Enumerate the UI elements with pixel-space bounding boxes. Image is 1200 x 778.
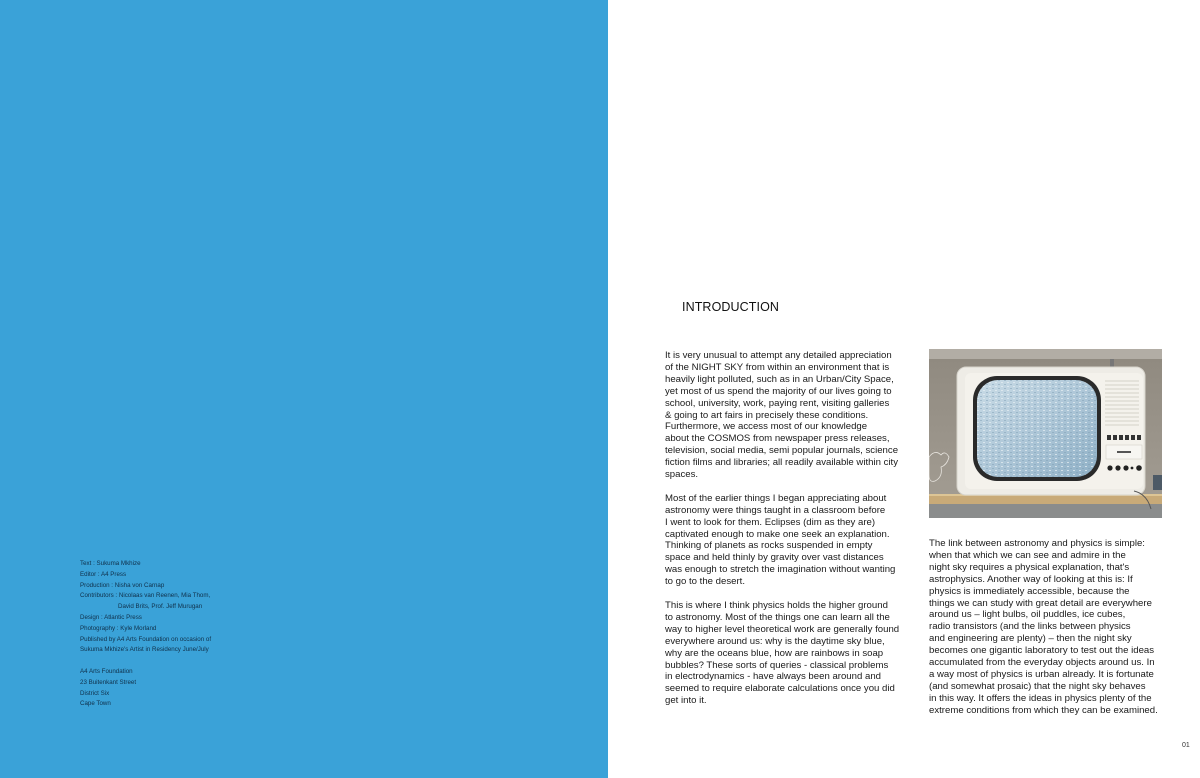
article-right-column [929, 538, 1169, 728]
text-line: The link between astronomy and physics is simple: [929, 538, 1145, 549]
text-line: night sky requires a physical explanation, that's [929, 561, 1130, 573]
text-line: things we can study with great detail are everywhere [929, 597, 1152, 609]
text-line: captivated enough to make one seek an explanation. [665, 528, 890, 540]
text-line: bubbles? These sorts of queries - classical problems [665, 659, 889, 671]
article-heading: INTRODUCTION [682, 300, 780, 314]
text-line: space and held thinly by gravity over vast distances [665, 552, 884, 564]
text-line: get into it. [665, 695, 707, 707]
colophon-line: Sukuma Mkhize's Artist in Residency June/July [80, 646, 209, 654]
text-line: everywhere around us: why is the daytime sky blue, [665, 635, 885, 647]
text-line: becomes one gigantic laboratory to test out the ideas [929, 645, 1155, 657]
colophon-line: Production : Nisha von Carnap [80, 581, 165, 589]
paragraph [665, 600, 905, 707]
text-line: heavily light polluted, such as in an Urban/City Space, [665, 373, 894, 385]
address-line: Cape Town [80, 700, 111, 708]
text-line: why are the oceans blue, how are rainbows in soap [665, 647, 884, 659]
text-line: I went to look for them. Eclipses (dim as they are) [665, 516, 876, 528]
text-line: astrophysics. Another way of looking at this is: If [929, 573, 1133, 585]
text-line: Thinking of planets as rocks suspended in empty [665, 540, 873, 552]
colophon-line: Published by A4 Arts Foundation on occasion of [80, 635, 212, 643]
text-line: It is very unusual to attempt any detailed appreciation [665, 350, 892, 361]
text-line: seemed to require elaborate calculations once you did [665, 683, 895, 695]
colophon-line: Editor : A4 Press [80, 570, 127, 578]
colophon [80, 559, 280, 710]
text-line: and engineering are plenty) – then the night sky [929, 633, 1132, 645]
text-line: way to higher level theoretical work are generally found [665, 623, 900, 635]
text-line: about the COSMOS from newspaper press releases, [665, 433, 890, 445]
text-line: (and somewhat prosaic) that the night sky behaves [929, 680, 1146, 692]
text-line: physics is immediately accessible, because the [929, 585, 1130, 597]
text-line: to astronomy. Most of the things one can learn all the [665, 611, 890, 623]
page-number: 01 [1182, 742, 1190, 749]
text-line: a way most of physics is urban already. It is fortunate [929, 668, 1154, 680]
spacer [80, 656, 280, 667]
colophon-line: Contributors : Nicolaas van Reenen, Mia Thom, [80, 592, 211, 600]
paragraph [665, 350, 905, 481]
colophon-line: Photography : Kyle Morland [80, 624, 157, 632]
address-line: A4 Arts Foundation [80, 667, 133, 675]
text-line: when that which we can see and admire in the [929, 549, 1126, 561]
text-line: & going to art fairs in precisely these conditions. [665, 409, 869, 421]
paragraph [665, 493, 905, 588]
text-line: to go to the desert. [665, 576, 746, 588]
colophon-line: Design : Atlantic Press [80, 613, 142, 621]
text-line: in electrodynamics - have always been around and [665, 671, 881, 683]
text-line: spaces. [665, 469, 699, 481]
colophon-line: David Brits, Prof. Jeff Murugan [118, 603, 203, 611]
text-line: around us – light bulbs, oil puddles, ice cubes, [929, 609, 1126, 621]
paragraph [929, 538, 1169, 717]
text-line: fiction films and libraries; all readily available within city [665, 457, 899, 469]
colophon-line: Text : Sukuma Mkhize [80, 560, 141, 567]
text-line: in this way. It offers the ideas in physics plenty of the [929, 692, 1152, 704]
address-line: District Six [80, 689, 110, 697]
text-line: Most of the earlier things I began appreciating about [665, 492, 887, 504]
text-line: was enough to stretch the imagination without wanting [665, 564, 896, 576]
address-line: 23 Buitenkant Street [80, 678, 137, 686]
text-line: yet most of us spend the majority of our lives going to [665, 385, 892, 397]
article-left-column [665, 350, 905, 719]
text-line: television, social media, semi popular journals, science [665, 445, 899, 457]
text-line: accumulated from the everyday objects around us. In [929, 657, 1155, 669]
text-line: astronomy were things taught in a classroom before [665, 504, 886, 516]
television-photo [929, 349, 1162, 518]
text-line: of the NIGHT SKY from within an environment that is [665, 361, 890, 373]
text-line: extreme conditions from which they can be examined. [929, 704, 1158, 716]
text-line: This is where I think physics holds the higher ground [665, 600, 888, 611]
text-line: Furthermore, we access most of our knowledge [665, 421, 868, 433]
text-line: school, university, work, paying rent, visiting galleries [665, 397, 890, 409]
text-line: radio transistors (and the links between physics [929, 621, 1131, 633]
